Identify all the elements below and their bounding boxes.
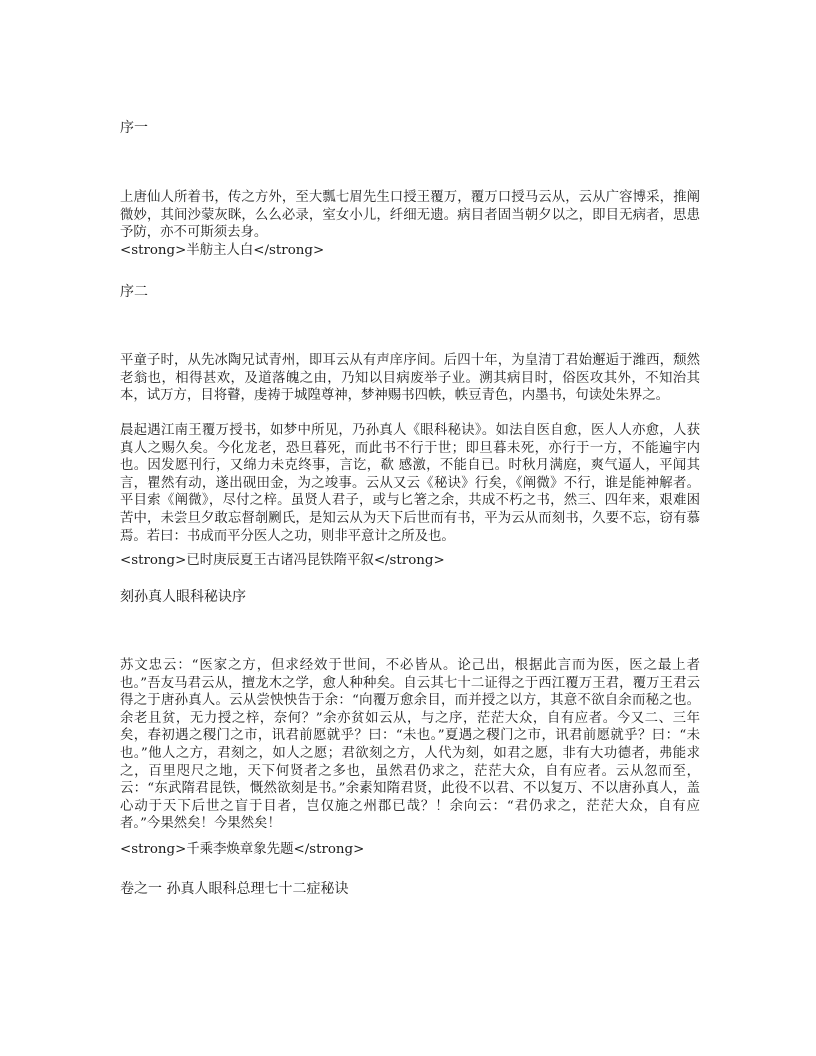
section-heading: 卷之一 孙真人眼科总理七十二症秘诀 — [120, 881, 349, 897]
signature-line: <strong>半舫主人白</strong> — [120, 243, 325, 258]
paragraph: 苏文忠云：“医家之方，但求经效于世间，不必皆从。论己出，根据此言而为医，医之最上者也。”吾友马君云从，擅龙木之学，愈人种种矣。自云其七十二证得之于西江覆万王君，覆万王君云得之于唐孙真人。云从尝怏怏告于余：“向覆万愈余目，而并授之以方，其意不欲自余而秘之也。余老且贫，无力授之梓，奈何？”余亦贫如云从，与之序，茫茫大众，自有应者。今又二、三年矣，春初遇之稷门之市，讯君前愿就乎？曰：“未也。”夏遇之稷门之市，讯君前愿就乎？曰：“未也。”他人之方，君刻之，如人之愿；君欲刻之方，人代为刻，如君之愿，非有大功德者，弗能求之，百里咫尺之地，天下何贤者之多也，虽然君仍求之，茫茫大众，自有应者。云从忽而至，云：“东武隋君昆铁，慨然欲刻是书。”余素知隋君贤，此役不以君、不以复万、不以唐孙真人，盖心动于天下后世之盲于目者，岂仅施之州郡已哉？！余向云：“君仍求之，茫茫大众，自有应者。”今果然矣！今果然矣！ — [120, 658, 700, 832]
paragraph: 晨起遇江南王覆万授书，如梦中所见，乃孙真人《眼科秘诀》。如法自医自愈，医人人亦愈，人获真人之赐久矣。今化龙老，恐旦暮死，而此书不行于世；即旦暮未死，亦行于一方，不能遍宇内也。因发愿刊行，又绵力未克终事，言讫，欷 感激，不能自已。时秋月满庭，爽气逼人，平闻其言，瞿然有动，遂出砚田金，为之竣事。云从又云《秘诀》行矣，《阐微》不行，谁是能神解者。平目索《阐微》，尽付之梓。虽贤人君子，或与匕箸之余，共成不朽之书，然三、四年来，艰难困苦中，未尝旦夕敢忘督剞劂氏，是知云从为天下后世而有书，平为云从而刻书，久要不忘，窃有慕焉。若曰：书成而平分医人之功，则非平意计之所及也。 — [120, 423, 700, 544]
paragraph: 平童子时，从先冰陶兄试青州，即耳云从有声庠序间。后四十年，为皇清丁君始邂逅于潍西，颓然老翁也，相得甚欢，及道落魄之由，乃知以目病废举子业。溯其病目时，俗医攻其外，不知治其本，试万方，目将瞽，虔祷于城隍尊神，梦神赐书四帙，帙豆青色，内墨书，句读处朱界之。 — [120, 353, 700, 404]
section-heading: 序二 — [120, 284, 148, 300]
section-heading: 刻孙真人眼科秘诀序 — [120, 589, 246, 605]
signature-line: <strong>千乘李焕章象先题</strong> — [120, 842, 365, 857]
paragraph: 上唐仙人所着书，传之方外，至大瓢七眉先生口授王覆万，覆万口授马云从，云从广容博采，推阐微妙，其间沙蒙灰眯，么么必录，室女小儿，纤细无遗。病目者固当朝夕以之，即目无病者，思患予防，亦不可斯须去身。 — [120, 190, 700, 241]
signature-line: <strong>已时庚辰夏王古诸冯昆铁隋平叙</strong> — [120, 553, 445, 568]
section-heading: 序一 — [120, 120, 148, 136]
